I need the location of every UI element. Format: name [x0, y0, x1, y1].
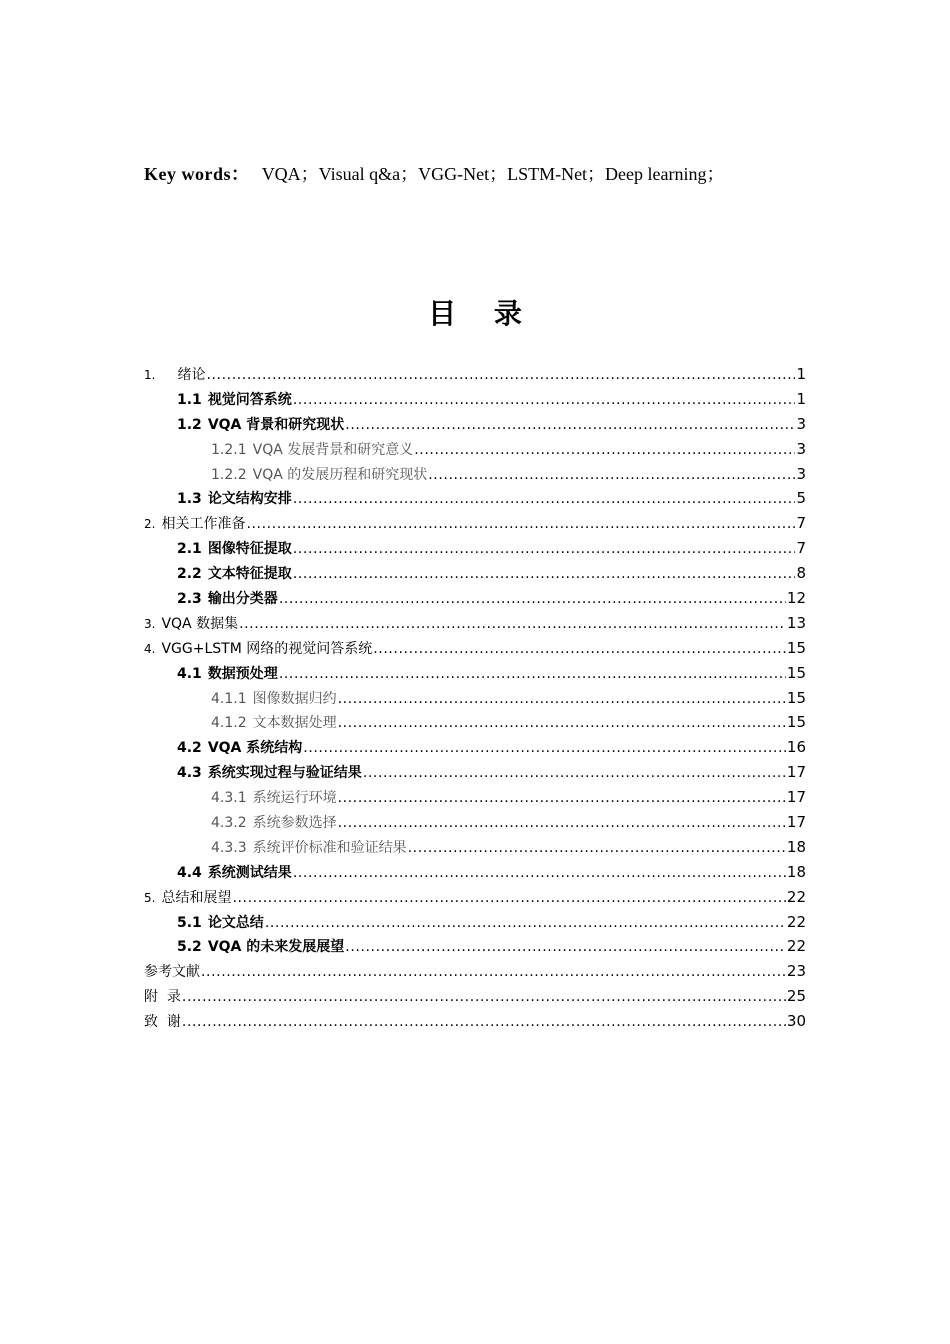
- toc-leader: [338, 790, 786, 806]
- toc-entry[interactable]: [144, 538, 806, 563]
- toc-entry-page: 1: [796, 389, 806, 408]
- toc-entry-page: 17: [786, 763, 806, 782]
- toc-leader: [373, 641, 786, 657]
- toc-entry-page: 17: [786, 788, 806, 807]
- toc-entry-text: VQA 背景和研究现状: [207, 416, 345, 433]
- toc-entry-page: 15: [786, 688, 806, 707]
- toc-entry-page: 25: [786, 987, 806, 1006]
- toc-entry-text: 参考文献: [144, 964, 200, 981]
- toc-leader: [265, 915, 786, 931]
- toc-entry-number: 1.1: [177, 391, 202, 408]
- toc-entry[interactable]: [144, 812, 806, 837]
- toc-leader: [338, 815, 786, 831]
- toc-entry-text: 总结和展望: [161, 889, 232, 906]
- toc-entry-page: 8: [796, 564, 806, 583]
- toc-entry-page: 1: [796, 365, 806, 383]
- toc-entry[interactable]: [144, 439, 806, 464]
- toc-entry[interactable]: [144, 887, 806, 912]
- toc-entry[interactable]: [144, 1011, 806, 1036]
- toc-leader: [338, 691, 786, 707]
- toc-entry-page: 3: [796, 439, 806, 458]
- toc-entry-text: 相关工作准备: [161, 516, 246, 533]
- toc-leader: [279, 666, 786, 682]
- toc-entry[interactable]: [144, 364, 806, 389]
- toc-entry-number: 1.2.2: [211, 466, 247, 483]
- toc-entry-number: 5.1: [177, 914, 202, 931]
- toc-entry-number: 2.: [144, 517, 156, 532]
- toc-leader: [232, 890, 785, 906]
- toc-leader: [408, 840, 786, 856]
- toc-entry-number: 1.3: [177, 491, 202, 508]
- toc-leader: [414, 442, 795, 458]
- toc-entry[interactable]: [144, 389, 806, 414]
- toc-entry-number: 4.3.3: [211, 839, 247, 856]
- toc-entry-text: VGG+LSTM 网络的视觉问答系统: [161, 640, 373, 657]
- toc-entry-number: 2.1: [177, 541, 202, 558]
- toc-entry-text: 系统运行环境: [252, 790, 337, 807]
- toc-entry-number: 4.: [144, 641, 156, 656]
- toc-entry-page: 18: [786, 862, 806, 881]
- toc-entry-number: 1.2: [177, 416, 202, 433]
- toc-entry-text: 数据预处理: [207, 665, 278, 682]
- toc-entry-text: VQA 发展背景和研究意义: [252, 441, 414, 458]
- toc-entry[interactable]: [144, 762, 806, 787]
- toc-leader: [345, 417, 795, 433]
- toc-entry[interactable]: [144, 488, 806, 513]
- toc-leader: [363, 765, 786, 781]
- toc-entry[interactable]: [144, 588, 806, 613]
- toc-entry-text: 论文总结: [207, 914, 264, 931]
- toc-entry-page: 23: [786, 962, 806, 981]
- toc-leader: [293, 392, 796, 408]
- toc-entry[interactable]: [144, 613, 806, 638]
- toc-entry[interactable]: [144, 862, 806, 887]
- toc-entry-number: 2.2: [177, 566, 202, 583]
- toc-leader: [293, 865, 786, 881]
- toc-entry-page: 13: [786, 613, 806, 632]
- toc-entry-text: 系统评价标准和验证结果: [252, 839, 407, 856]
- toc-entry[interactable]: [144, 712, 806, 737]
- toc-entry[interactable]: [144, 688, 806, 713]
- toc-entry-number: 2.3: [177, 591, 202, 608]
- toc-leader: [206, 367, 795, 383]
- toc-entry-text: 图像特征提取: [207, 541, 292, 558]
- toc-entry-page: 12: [786, 589, 806, 608]
- toc-entry[interactable]: [144, 414, 806, 439]
- toc-entry-number: 4.3.2: [211, 815, 247, 832]
- toc-entry-text: 图像数据归约: [252, 690, 337, 707]
- toc-entry[interactable]: [144, 837, 806, 862]
- toc-entry-number: 3.: [144, 616, 156, 631]
- toc-leader: [293, 541, 796, 557]
- toc-entry-text: 致 谢: [144, 1014, 181, 1031]
- toc-entry-text: 绪论: [177, 367, 206, 383]
- toc-leader: [428, 467, 795, 483]
- toc-entry-text: 论文结构安排: [207, 491, 292, 508]
- toc-entry[interactable]: [144, 563, 806, 588]
- toc-leader: [201, 964, 786, 980]
- toc-entry-text: 系统测试结果: [207, 864, 292, 881]
- toc-entry-text: 文本特征提取: [207, 566, 292, 583]
- toc-entry-page: 5: [796, 489, 806, 508]
- toc-entry[interactable]: [144, 737, 806, 762]
- toc-entry-number: 4.3: [177, 765, 202, 782]
- toc-entry-page: 22: [786, 887, 806, 906]
- toc-entry-page: 15: [786, 638, 806, 657]
- toc-entry-page: 18: [786, 837, 806, 856]
- toc-entry-number: 1.: [144, 368, 156, 382]
- toc-entry-page: 22: [786, 912, 806, 931]
- toc-entry-number: 1.2.1: [211, 441, 247, 458]
- toc-entry[interactable]: [144, 513, 806, 538]
- toc-entry-page: 30: [786, 1012, 806, 1031]
- toc-title: 目 录: [428, 297, 536, 330]
- toc-leader: [338, 715, 786, 731]
- toc-entry-page: 7: [796, 539, 806, 558]
- toc-entry-number: 5.2: [177, 939, 202, 956]
- toc-entry-text: 视觉问答系统: [207, 391, 292, 408]
- toc-leader: [293, 566, 796, 582]
- toc-entry-text: 系统参数选择: [252, 815, 337, 832]
- toc-entry[interactable]: [144, 638, 806, 663]
- toc-entry[interactable]: [144, 663, 806, 688]
- toc-entry-page: 15: [786, 713, 806, 732]
- toc-entry-number: 5.: [144, 890, 156, 905]
- toc-entry-number: 4.1.2: [211, 715, 247, 732]
- toc-entry-page: 3: [796, 414, 806, 433]
- keywords-line: [144, 160, 725, 186]
- toc-entry-text: 输出分类器: [207, 591, 278, 608]
- toc-entry-number: 4.2: [177, 740, 202, 757]
- toc-entry[interactable]: [144, 961, 806, 986]
- toc-entry-number: 4.4: [177, 864, 202, 881]
- toc-entry-text: 附 录: [144, 989, 181, 1006]
- toc-entry[interactable]: [144, 464, 806, 489]
- toc-entry-page: 7: [796, 514, 806, 533]
- toc-entry[interactable]: [144, 912, 806, 937]
- toc-entry-page: 17: [786, 813, 806, 832]
- toc-leader: [239, 616, 786, 632]
- toc-entry[interactable]: [144, 787, 806, 812]
- toc-entry[interactable]: [144, 936, 806, 961]
- toc-entry[interactable]: [144, 986, 806, 1011]
- toc-entry-text: VQA 的发展历程和研究现状: [252, 466, 428, 483]
- toc-entry-number: 4.1: [177, 665, 202, 682]
- toc-leader: [303, 740, 786, 756]
- toc-entry-number: 4.3.1: [211, 790, 247, 807]
- toc-entry-text: 文本数据处理: [252, 715, 337, 732]
- toc-entry-text: VQA 系统结构: [207, 740, 303, 757]
- toc-leader: [293, 491, 796, 507]
- toc-leader: [182, 1014, 786, 1030]
- toc-entry-page: 15: [786, 663, 806, 682]
- toc-entry-page: 3: [796, 464, 806, 483]
- table-of-contents: [144, 364, 806, 1036]
- toc-leader: [246, 516, 795, 532]
- toc-entry-number: 4.1.1: [211, 690, 247, 707]
- keywords-label: Key words：: [144, 164, 250, 184]
- keywords-items: VQA；Visual q&a；VGG-Net；LSTM-Net；Deep learning；: [261, 164, 725, 184]
- toc-leader: [279, 591, 786, 607]
- toc-entry-text: 系统实现过程与验证结果: [207, 765, 362, 782]
- toc-leader: [182, 989, 786, 1005]
- toc-entry-text: VQA 的未来发展展望: [207, 939, 345, 956]
- toc-entry-text: VQA 数据集: [161, 615, 239, 632]
- toc-entry-page: 22: [786, 937, 806, 956]
- toc-leader: [345, 939, 786, 955]
- toc-entry-page: 16: [786, 738, 806, 757]
